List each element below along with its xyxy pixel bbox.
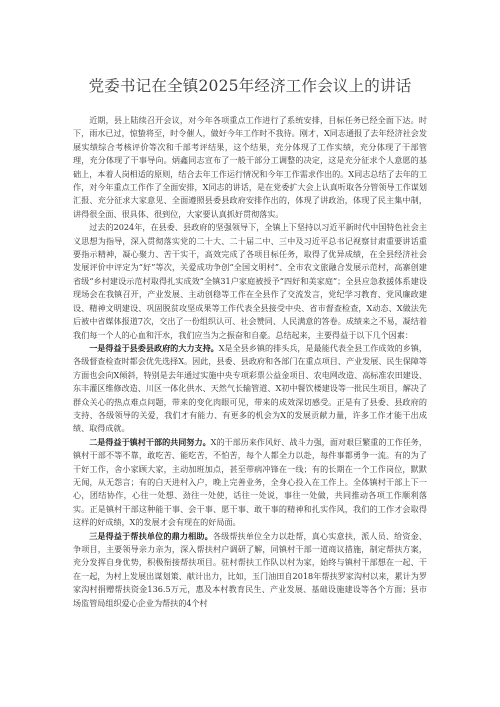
paragraph-text: 近期，县上陆续召开会议，对今年各项重点工作进行了系统安排，目标任务已经全面下达。时下，雨水已过，惊蛰将至，时令催人，做好今年工作时不我待。刚才，X同志通报了去年经济社会发展实绩综合考核评价等次和千部考评结果，这个结果，充分体现了工作实绩，充分体现了干部管理，充分体现了干事导向。炳鑫同志宣布了一般干部分工调整的决定，这是充分征求个人意愿的基础上，本着人岗相适的原则，结合去年工作运行情况和今年工作需求作出的。X同志总结了去年的工作，对今年重点工作作了全面安排，X同志的讲话，是在党委扩大会上认真听取各分管领导工作谋划汇报、充分征求大家意见、全面遵照县委县政府安排作出的，体现了讲政治，体现了民主集中制，讲得很全面、很具体、很到位，大家要认真抓好贯彻落实。 bbox=[73, 115, 427, 219]
paragraph-opening bbox=[73, 114, 427, 221]
paragraph-lead: 二是得益于镇村干部的共同努力。 bbox=[89, 436, 211, 447]
paragraph-factor-two bbox=[73, 436, 427, 530]
paragraph-text: X是全县乡镇的排头兵，是最能代表全县工作成效的乡镇，各级督查检查时都会优先选择X。因此，县委、县政府和各部门在重点项目、产业发展、民生保障等方面也会向X倾斜，特别是去年通过实施中央专项彩票公益金项目、农电网改造、高标准农田建设、东丰灌区维修改造、川区一体化供水、天然气长输管道、X初中餐饮楼建设等一批民生项目，解决了群众关心的热点难点问题，带来的变化肉眼可见，带来的成效深切感受。正是有了县委、县政府的支持、各级领导的关爱，我们才有能力、有更多的机会为X的发展贡献力量，许多工作才能干出成绩、取得成就。 bbox=[73, 342, 427, 434]
paragraph-text: X的干部历来作风好、战斗力强，面对艰巨繁重的工作任务，镇村干部不等不靠，敢吃苦、能吃苦，不怕苦，每个人都全力以赴，每件事都勇争一流。有的为了干好工作，舍小家顾大家，主动加班加点，甚至带病冲锋在一线；有的长期在一个工作岗位，默默无闻，从无怨言；有的白天进村入户，晚上完善业务，全身心投入在工作上。全体镇村干部上下一心，团结协作，心往一处想、劲往一处使，话往一处说，事往一处做，共同推动各项工作顺利落实。正是镇村干部这种能干事、会干事、愿干事、敢干事的精神和扎实作风，我们的工作才会取得这样的好成绩，X的发展才会有现在的好局面。 bbox=[73, 436, 427, 528]
paragraph-review-2024 bbox=[73, 221, 427, 342]
paragraph-text: 过去的2024年，在县委、县政府的坚强领导下，全镇上下坚持以习近平新时代中国特色社会主义思想为指导，深入贯彻落实党的二十大、二十届二中、三中及习近平总书记视察甘肃重要讲话重要指示精神，凝心聚力、苦干实干，高效完成了各项目标任务，取得了优异成绩，在全县经济社会发展评价中评定为“好”等次，关爱成功争创“全国文明村”、全市农文旅融合发展示范村，高寨创建省级“乡村建设示范村取得扎实成效”全镇31户家庭被授予“四好和美家庭”；全县应急救援体系建设现场会在我镇召开，产业发展、主动创稳等工作在全县作了交流发言，党纪学习教育、党风廉政建设、精神文明建设、巩固脱贫攻坚成果等工作代表全县接受中央、省市督查检查，X动态、X做法先后被中省媒体报道7次，交出了一份组织认可、社会赞同、人民满意的答卷。成绩来之不易，凝结着我们每一个人的心血和汗水，我们应当为之振奋和自豪。总结起来，主要得益于以下几个因素： bbox=[73, 222, 427, 340]
paragraph-lead: 一是得益于县委县政府的大力支持。 bbox=[89, 342, 219, 353]
paragraph-text: 各级帮扶单位全力以赴帮，真心实意扶，派人员、给资金、争项目，主要领导亲力亲为，深入帮扶村户调研了解，同镇村干部一道商议措施，制定帮扶方案，充分发挥自身优势，积极衔接帮扶项目。驻村帮扶工作队以村为家，始终与镇村干部想在一起、干在一起，为村上发展出谋划策、献计出力，比如，玉门油田自2018年帮扶罗家沟村以来，累计为罗家沟村捐赠帮扶资金136.5万元，惠及本村教育民生、产业发展、基础设施建设等各个方面；县市场监管局组织爱心企业为帮扶的4个村 bbox=[73, 530, 427, 608]
paragraph-factor-three bbox=[73, 530, 427, 610]
page-title: 党委书记在全镇2025年经济工作会议上的讲话 bbox=[88, 77, 412, 95]
paragraph-lead: 三是得益于帮扶单位的鼎力相助。 bbox=[89, 530, 213, 541]
paragraph-factor-one bbox=[73, 342, 427, 436]
